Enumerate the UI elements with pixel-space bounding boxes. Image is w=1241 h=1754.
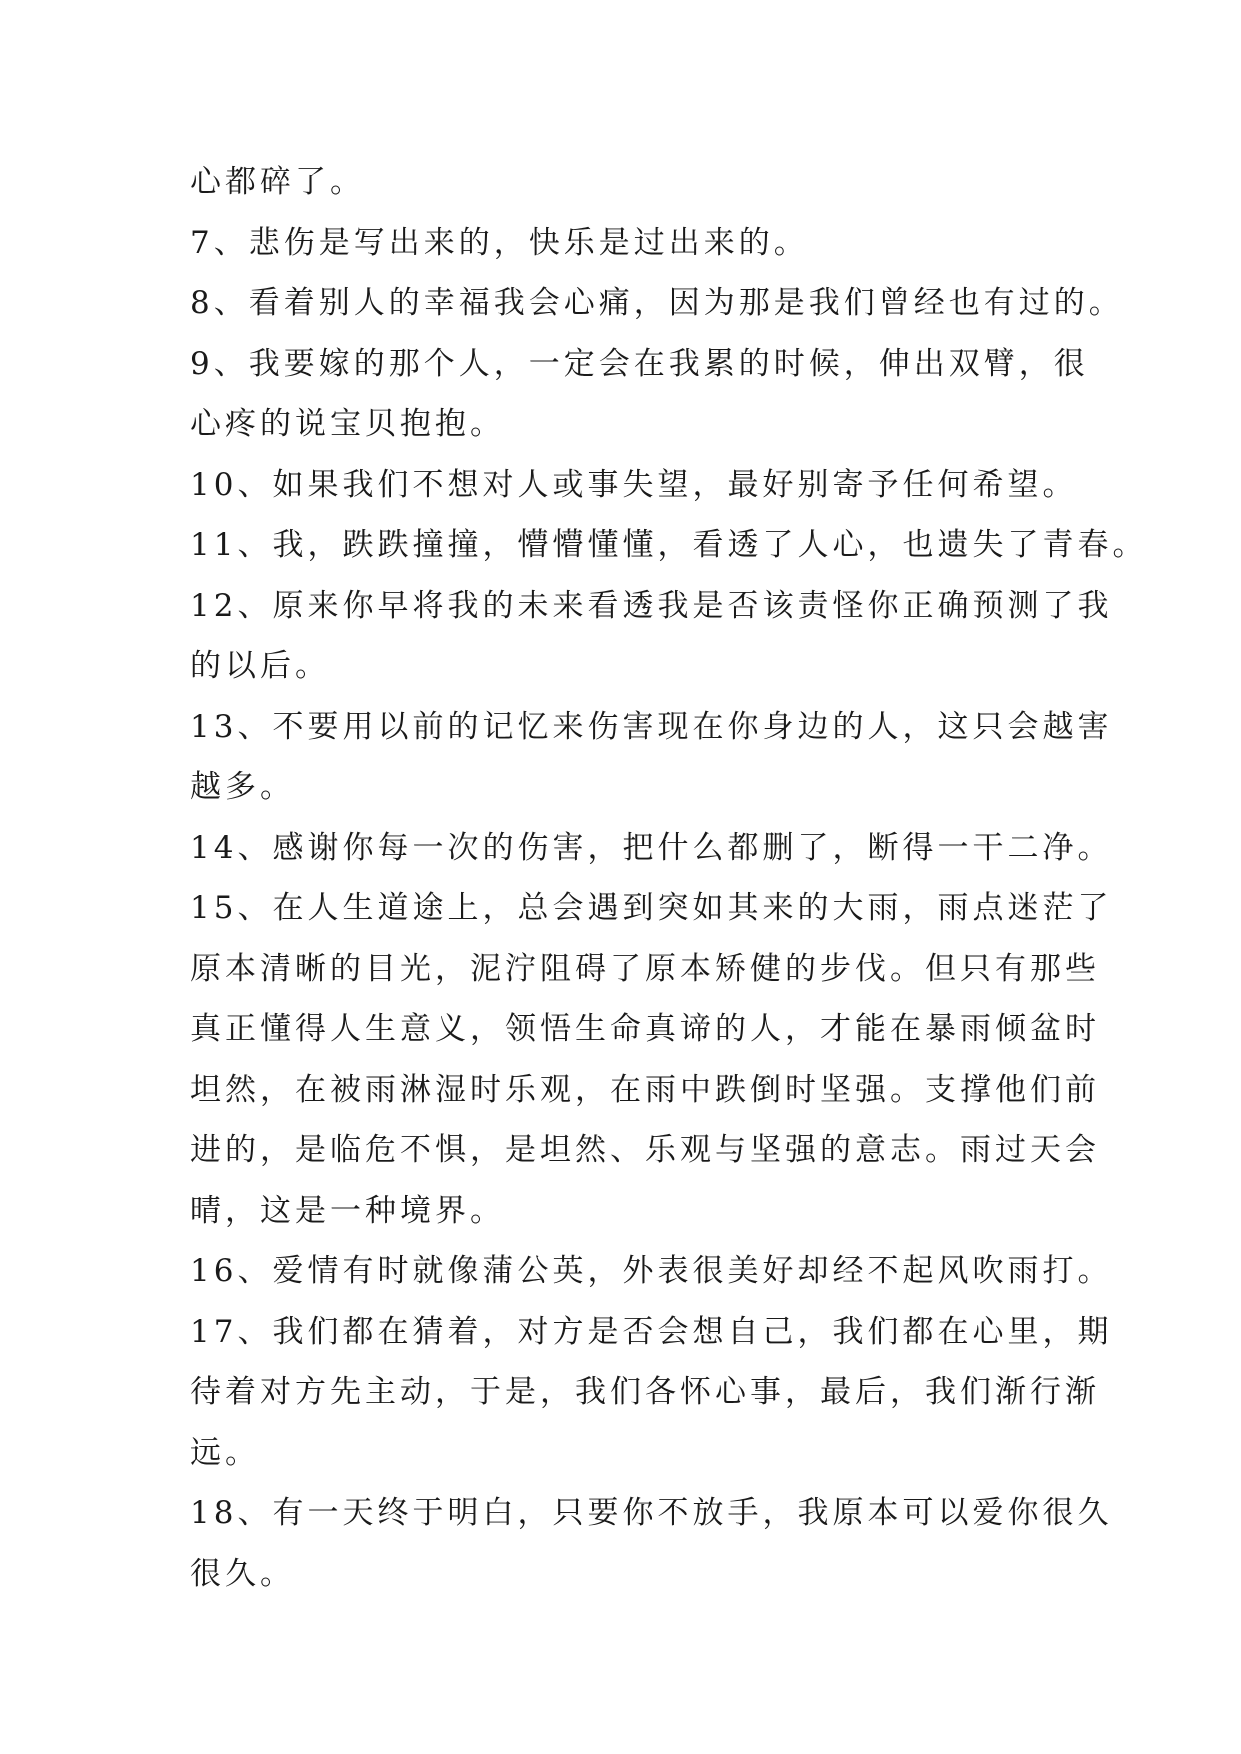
text-line: 心疼的说宝贝抱抱。 bbox=[190, 406, 505, 442]
text-line: 15、在人生道途上，总会遇到突如其来的大雨，雨点迷茫了 bbox=[190, 890, 1113, 926]
text-line: 晴，这是一种境界。 bbox=[190, 1192, 505, 1229]
text-line: 坦然，在被雨淋湿时乐观，在雨中跌倒时坚强。支撑他们前 bbox=[190, 1071, 1100, 1108]
text-line: 心都碎了。 bbox=[190, 164, 365, 200]
text-line: 的以后。 bbox=[190, 648, 330, 684]
text-line: 远。 bbox=[190, 1434, 260, 1471]
text-line: 进的，是临危不惧，是坦然、乐观与坚强的意志。雨过天会 bbox=[190, 1132, 1100, 1168]
text-line: 原本清晰的目光，泥泞阻碍了原本矫健的步伐。但只有那些 bbox=[190, 950, 1100, 987]
text-line: 13、不要用以前的记忆来伤害现在你身边的人，这只会越害 bbox=[190, 708, 1113, 745]
text-line: 8、看着别人的幸福我会心痛，因为那是我们曾经也有过的。 bbox=[190, 285, 1124, 321]
text-line: 9、我要嫁的那个人，一定会在我累的时候，伸出双臂，很 bbox=[190, 345, 1089, 382]
text-line: 16、爱情有时就像蒲公英，外表很美好却经不起风吹雨打。 bbox=[190, 1253, 1113, 1289]
text-line: 10、如果我们不想对人或事失望，最好别寄予任何希望。 bbox=[190, 466, 1078, 503]
text-line: 很久。 bbox=[190, 1555, 295, 1592]
text-line: 11、我，跌跌撞撞，懵懵懂懂，看透了人心，也遗失了青春。 bbox=[190, 527, 1148, 563]
text-line: 18、有一天终于明白，只要你不放手，我原本可以爱你很久 bbox=[190, 1495, 1113, 1531]
text-line: 越多。 bbox=[190, 769, 295, 805]
text-line: 14、感谢你每一次的伤害，把什么都删了，断得一干二净。 bbox=[190, 829, 1113, 866]
text-line: 17、我们都在猜着，对方是否会想自己，我们都在心里，期 bbox=[190, 1313, 1113, 1350]
text-line: 7、悲伤是写出来的，快乐是过出来的。 bbox=[190, 224, 809, 261]
text-line: 12、原来你早将我的未来看透我是否该责怪你正确预测了我 bbox=[190, 587, 1113, 624]
body-text bbox=[190, 152, 1148, 1604]
text-line: 真正懂得人生意义，领悟生命真谛的人，才能在暴雨倾盆时 bbox=[190, 1011, 1100, 1047]
text-line: 待着对方先主动，于是，我们各怀心事，最后，我们渐行渐 bbox=[190, 1374, 1100, 1410]
